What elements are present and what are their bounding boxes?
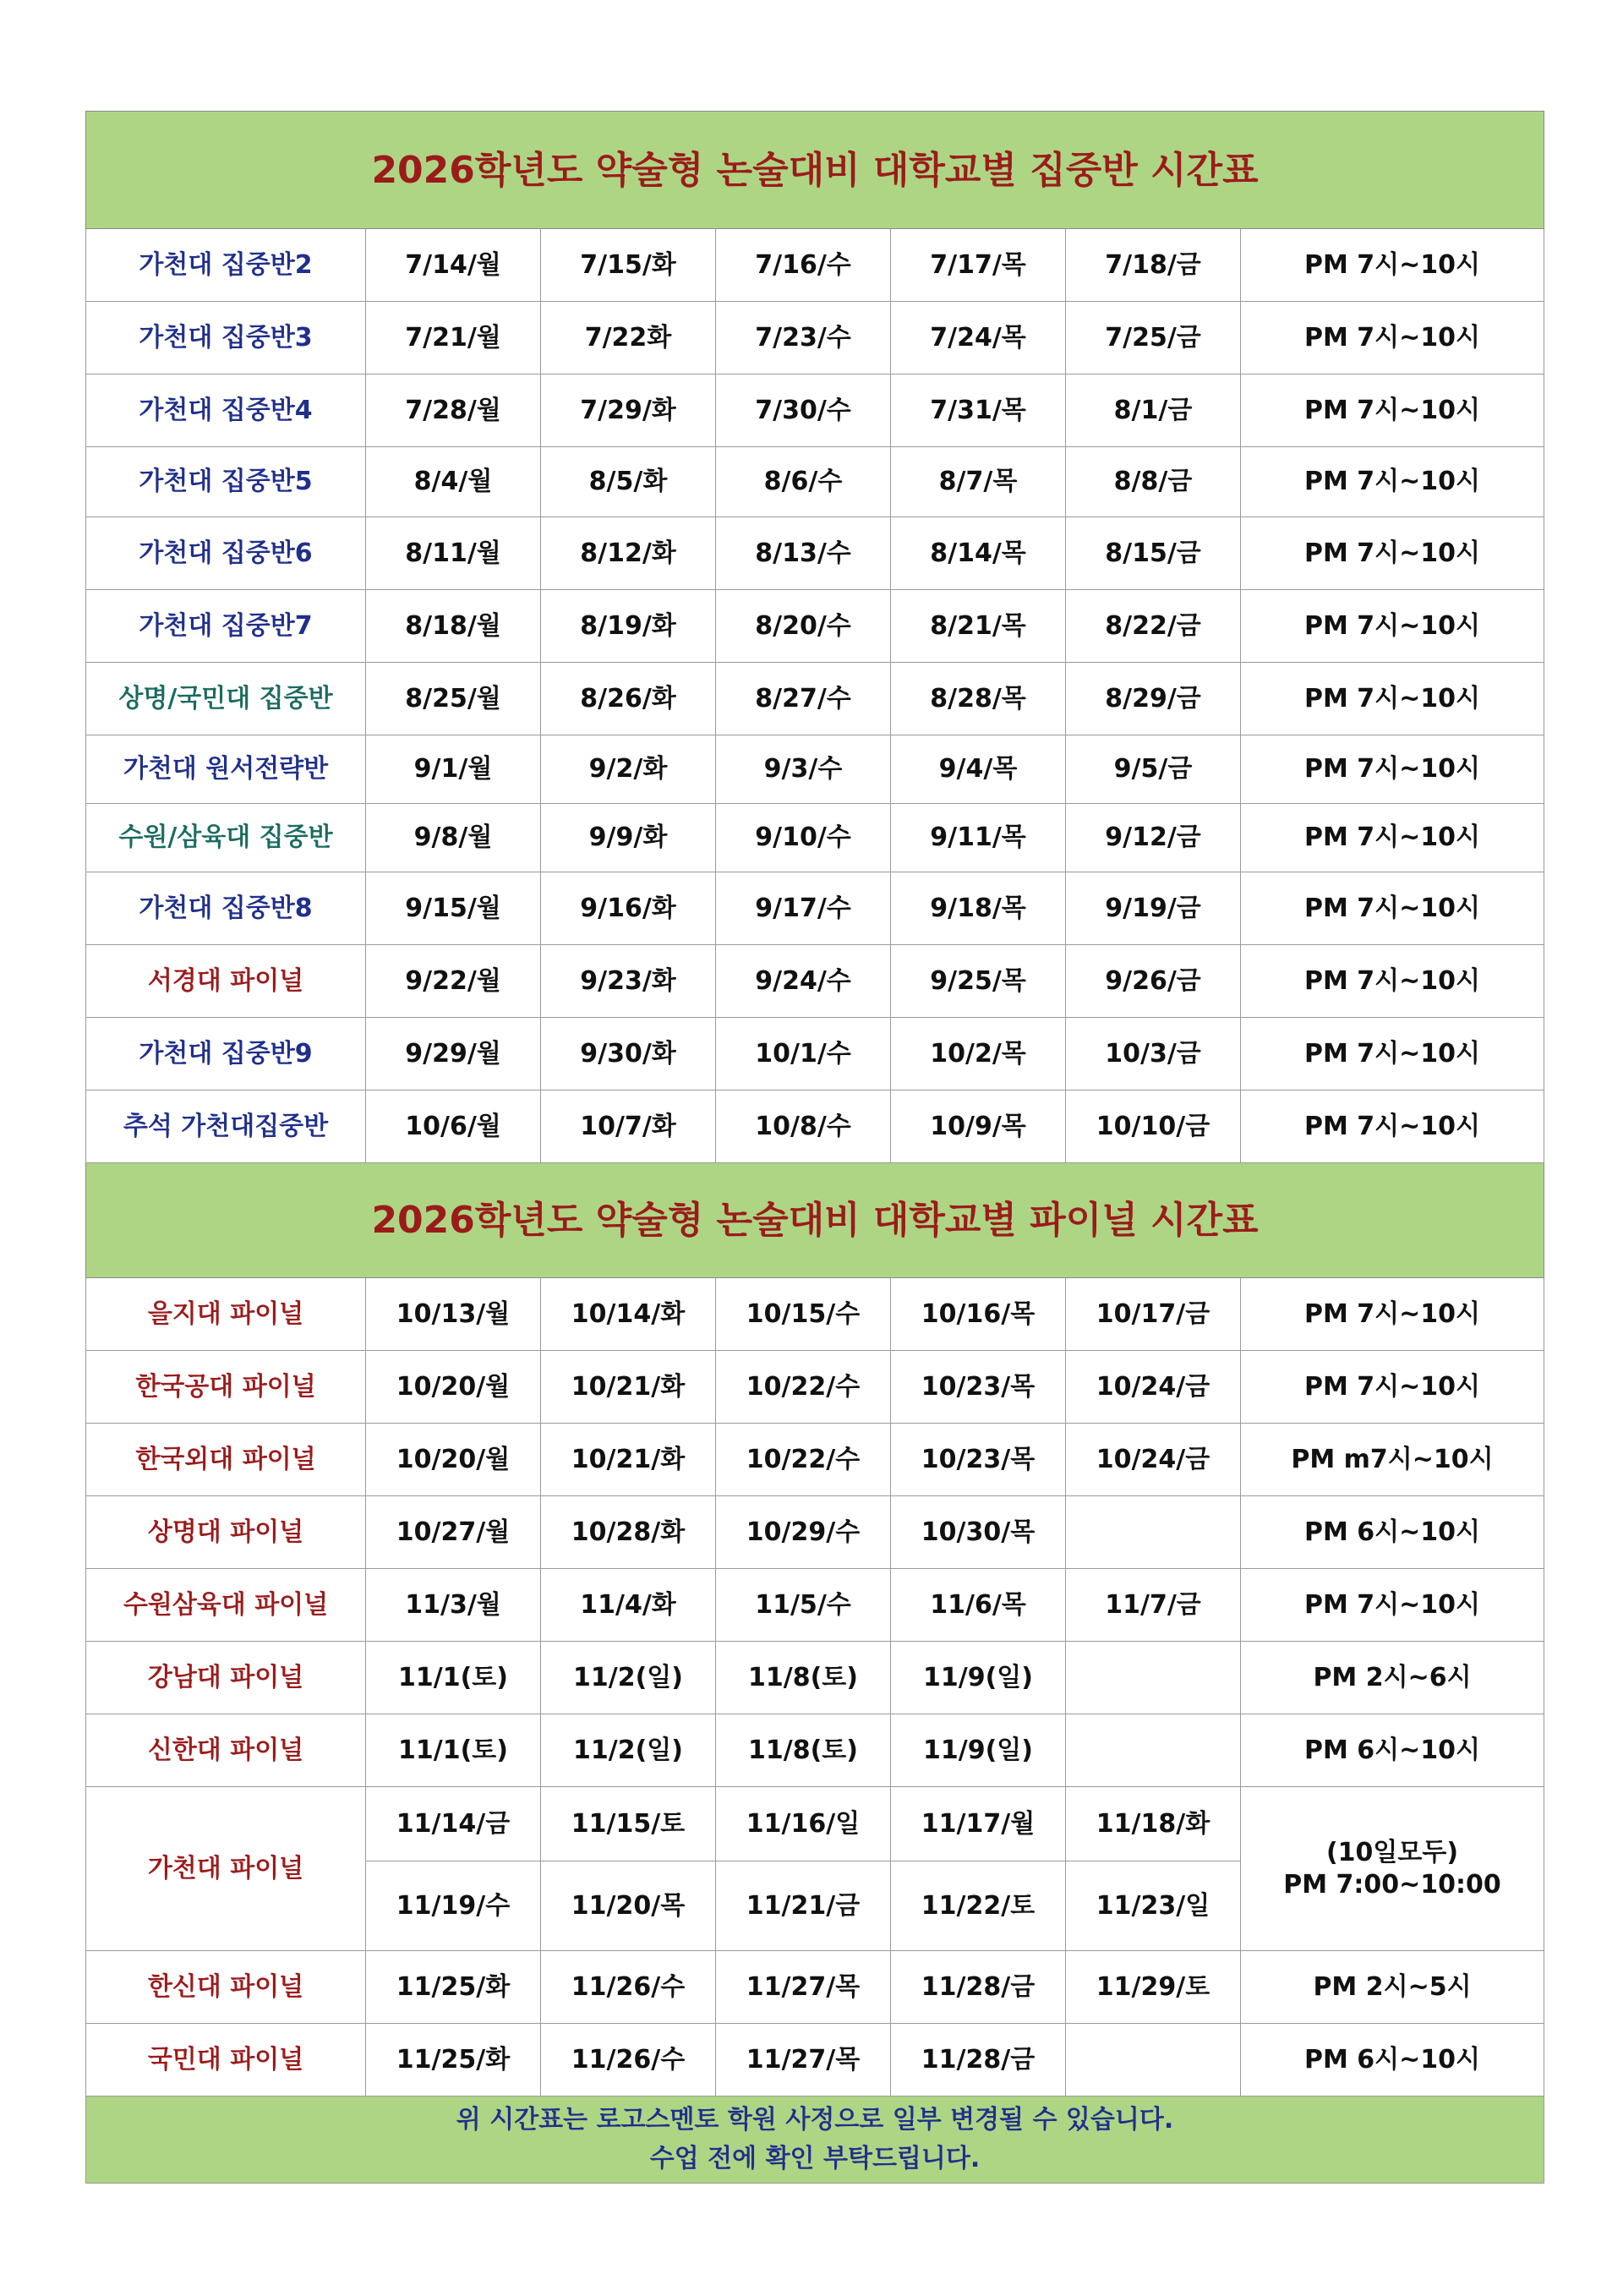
schedule-table [85, 111, 1544, 2184]
date-cell: 8/19/화 [541, 590, 716, 663]
schedule-row [86, 1714, 1544, 1787]
date-cell: 10/16/목 [891, 1278, 1066, 1351]
date-cell: 10/14/화 [541, 1278, 716, 1351]
date-cell: 9/1/월 [366, 735, 541, 804]
time-cell: PM 7시~10시 [1241, 804, 1544, 872]
schedule-row [86, 1018, 1544, 1091]
title-row-final [86, 1163, 1544, 1278]
date-cell: 10/17/금 [1066, 1278, 1241, 1351]
date-cell: 10/10/금 [1066, 1091, 1241, 1163]
time-cell: PM 7시~10시 [1241, 302, 1544, 374]
date-cell: 8/13/수 [716, 517, 891, 590]
date-cell: 10/2/목 [891, 1018, 1066, 1091]
schedule-row [86, 1351, 1544, 1424]
date-cell: 11/27/목 [716, 1951, 891, 2024]
date-cell: 10/24/금 [1066, 1424, 1241, 1496]
time-cell [1241, 1787, 1544, 1951]
time-note: (10일모두) [1325, 1838, 1459, 1867]
time-cell: PM 7시~10시 [1241, 447, 1544, 517]
date-cell: 10/1/수 [716, 1018, 891, 1091]
time-cell: PM 7시~10시 [1241, 1569, 1544, 1642]
time-cell: PM 7시~10시 [1241, 1091, 1544, 1163]
date-cell: 8/12/화 [541, 517, 716, 590]
date-cell: 11/28/금 [891, 2024, 1066, 2096]
class-name: 상명/국민대 집중반 [86, 663, 366, 735]
class-name: 추석 가천대집중반 [86, 1091, 366, 1163]
date-cell: 8/28/목 [891, 663, 1066, 735]
title-intensive: 2026학년도 약술형 논술대비 대학교별 집중반 시간표 [86, 112, 1544, 229]
date-cell: 9/9/화 [541, 804, 716, 872]
date-cell: 9/5/금 [1066, 735, 1241, 804]
date-cell: 8/5/화 [541, 447, 716, 517]
date-cell: 9/25/목 [891, 945, 1066, 1018]
class-name: 가천대 집중반9 [86, 1018, 366, 1091]
date-cell: 8/11/월 [366, 517, 541, 590]
schedule-row [86, 804, 1544, 872]
date-cell: 11/3/월 [366, 1569, 541, 1642]
time-cell: PM 7시~10시 [1241, 945, 1544, 1018]
date-cell: 7/22화 [541, 302, 716, 374]
date-cell: 10/24/금 [1066, 1351, 1241, 1424]
time-cell: PM 7시~10시 [1241, 374, 1544, 447]
time-cell: PM 7시~10시 [1241, 590, 1544, 663]
date-cell: 10/29/수 [716, 1496, 891, 1569]
date-cell: 9/4/목 [891, 735, 1066, 804]
class-name: 가천대 집중반2 [86, 229, 366, 302]
date-cell: 8/27/수 [716, 663, 891, 735]
date-cell: 10/13/월 [366, 1278, 541, 1351]
time-cell: PM 6시~10시 [1241, 2024, 1544, 2096]
time-cell: PM 7시~10시 [1241, 1351, 1544, 1424]
schedule-row [86, 735, 1544, 804]
time-cell: PM 7시~10시 [1241, 735, 1544, 804]
date-cell: 11/4/화 [541, 1569, 716, 1642]
class-name: 가천대 집중반8 [86, 872, 366, 945]
class-name: 가천대 집중반4 [86, 374, 366, 447]
date-cell: 9/11/목 [891, 804, 1066, 872]
date-cell: 8/20/수 [716, 590, 891, 663]
date-cell: 8/15/금 [1066, 517, 1241, 590]
date-cell: 8/29/금 [1066, 663, 1241, 735]
date-cell: 9/26/금 [1066, 945, 1241, 1018]
class-name: 가천대 원서전략반 [86, 735, 366, 804]
schedule-row [86, 374, 1544, 447]
schedule-row [86, 590, 1544, 663]
date-cell: 11/5/수 [716, 1569, 891, 1642]
date-cell: 11/15/토 [541, 1787, 716, 1861]
date-cell: 11/17/월 [891, 1787, 1066, 1861]
class-name: 가천대 집중반5 [86, 447, 366, 517]
date-cell: 8/26/화 [541, 663, 716, 735]
class-name: 신한대 파이널 [86, 1714, 366, 1787]
date-cell: 10/23/목 [891, 1424, 1066, 1496]
date-cell: 8/8/금 [1066, 447, 1241, 517]
date-cell: 8/4/월 [366, 447, 541, 517]
date-cell: 7/24/목 [891, 302, 1066, 374]
date-cell: 9/23/화 [541, 945, 716, 1018]
schedule-row [86, 945, 1544, 1018]
date-cell: 10/20/월 [366, 1351, 541, 1424]
class-name: 가천대 집중반7 [86, 590, 366, 663]
time-cell: PM 6시~10시 [1241, 1714, 1544, 1787]
date-cell: 8/14/목 [891, 517, 1066, 590]
date-cell: 11/25/화 [366, 2024, 541, 2096]
date-cell: 10/9/목 [891, 1091, 1066, 1163]
date-cell: 7/14/월 [366, 229, 541, 302]
schedule-row [86, 1787, 1544, 1861]
date-cell: 7/23/수 [716, 302, 891, 374]
date-cell: 9/3/수 [716, 735, 891, 804]
date-cell: 11/22/토 [891, 1861, 1066, 1951]
date-cell: 9/2/화 [541, 735, 716, 804]
class-name: 가천대 파이널 [86, 1787, 366, 1951]
date-cell: 11/26/수 [541, 2024, 716, 2096]
date-cell: 10/3/금 [1066, 1018, 1241, 1091]
date-cell: 9/15/월 [366, 872, 541, 945]
date-cell: 8/7/목 [891, 447, 1066, 517]
date-cell: 11/9(일) [891, 1642, 1066, 1714]
date-cell: 11/23/일 [1066, 1861, 1241, 1951]
schedule-row [86, 1278, 1544, 1351]
schedule-row [86, 1951, 1544, 2024]
date-cell: 8/1/금 [1066, 374, 1241, 447]
date-cell: 11/2(일) [541, 1714, 716, 1787]
date-cell: 11/2(일) [541, 1642, 716, 1714]
date-cell: 11/20/목 [541, 1861, 716, 1951]
date-cell: 9/12/금 [1066, 804, 1241, 872]
schedule-row [86, 872, 1544, 945]
footer-line-1: 위 시간표는 로고스멘토 학원 사정으로 일부 변경될 수 있습니다. [456, 2104, 1174, 2135]
date-cell: 7/16/수 [716, 229, 891, 302]
class-name: 을지대 파이널 [86, 1278, 366, 1351]
date-cell: 11/9(일) [891, 1714, 1066, 1787]
class-name: 국민대 파이널 [86, 2024, 366, 2096]
date-cell: 10/21/화 [541, 1424, 716, 1496]
time-cell: PM 6시~10시 [1241, 1496, 1544, 1569]
class-name: 가천대 집중반3 [86, 302, 366, 374]
date-cell: 10/27/월 [366, 1496, 541, 1569]
time-cell: PM 7시~10시 [1241, 229, 1544, 302]
date-cell: 11/8(토) [716, 1642, 891, 1714]
date-cell [1066, 2024, 1241, 2096]
date-cell: 10/22/수 [716, 1424, 891, 1496]
date-cell: 11/29/토 [1066, 1951, 1241, 2024]
date-cell: 9/10/수 [716, 804, 891, 872]
schedule-row [86, 1424, 1544, 1496]
date-cell: 7/30/수 [716, 374, 891, 447]
date-cell [1066, 1642, 1241, 1714]
schedule-row [86, 302, 1544, 374]
date-cell: 9/18/목 [891, 872, 1066, 945]
date-cell: 10/21/화 [541, 1351, 716, 1424]
date-cell: 11/6/목 [891, 1569, 1066, 1642]
date-cell: 9/16/화 [541, 872, 716, 945]
footer-note [86, 2096, 1544, 2184]
date-cell: 11/26/수 [541, 1951, 716, 2024]
date-cell: 7/31/목 [891, 374, 1066, 447]
time-cell: PM 7시~10시 [1241, 872, 1544, 945]
date-cell: 11/25/화 [366, 1951, 541, 2024]
time-cell: PM 7시~10시 [1241, 1278, 1544, 1351]
class-name: 서경대 파이널 [86, 945, 366, 1018]
date-cell: 9/24/수 [716, 945, 891, 1018]
schedule-row [86, 229, 1544, 302]
schedule-row [86, 1642, 1544, 1714]
class-name: 수원/삼육대 집중반 [86, 804, 366, 872]
time-cell: PM 2시~5시 [1241, 1951, 1544, 2024]
date-cell: 7/17/목 [891, 229, 1066, 302]
date-cell: 10/15/수 [716, 1278, 891, 1351]
time-cell: PM 7시~10시 [1241, 517, 1544, 590]
date-cell: 7/29/화 [541, 374, 716, 447]
footer-line-2: 수업 전에 확인 부탁드립니다. [649, 2144, 981, 2173]
schedule-row [86, 663, 1544, 735]
title-row-intensive [86, 112, 1544, 229]
date-cell: 8/21/목 [891, 590, 1066, 663]
date-cell: 11/28/금 [891, 1951, 1066, 2024]
schedule-row [86, 1496, 1544, 1569]
time-cell: PM m7시~10시 [1241, 1424, 1544, 1496]
schedule-row [86, 517, 1544, 590]
date-cell: 11/14/금 [366, 1787, 541, 1861]
time-cell: PM 7시~10시 [1241, 663, 1544, 735]
schedule-row [86, 1569, 1544, 1642]
title-final: 2026학년도 약술형 논술대비 대학교별 파이널 시간표 [86, 1163, 1544, 1278]
date-cell: 8/22/금 [1066, 590, 1241, 663]
schedule-row [86, 447, 1544, 517]
class-name: 강남대 파이널 [86, 1642, 366, 1714]
date-cell: 7/21/월 [366, 302, 541, 374]
date-cell: 9/17/수 [716, 872, 891, 945]
date-cell: 9/8/월 [366, 804, 541, 872]
date-cell [1066, 1714, 1241, 1787]
date-cell: 11/1(토) [366, 1714, 541, 1787]
date-cell: 9/22/월 [366, 945, 541, 1018]
class-name: 한국외대 파이널 [86, 1424, 366, 1496]
date-cell: 9/19/금 [1066, 872, 1241, 945]
date-cell: 10/7/화 [541, 1091, 716, 1163]
date-cell [1066, 1496, 1241, 1569]
footer-row [86, 2096, 1544, 2184]
date-cell: 10/22/수 [716, 1351, 891, 1424]
date-cell: 10/28/화 [541, 1496, 716, 1569]
class-name: 한신대 파이널 [86, 1951, 366, 2024]
date-cell: 8/25/월 [366, 663, 541, 735]
date-cell: 7/15/화 [541, 229, 716, 302]
schedule-row [86, 2024, 1544, 2096]
date-cell: 10/8/수 [716, 1091, 891, 1163]
time-cell: PM 7시~10시 [1241, 1018, 1544, 1091]
class-name: 가천대 집중반6 [86, 517, 366, 590]
date-cell: 10/6/월 [366, 1091, 541, 1163]
schedule-row [86, 1091, 1544, 1163]
time-range: PM 7:00~10:00 [1283, 1869, 1501, 1900]
date-cell: 7/18/금 [1066, 229, 1241, 302]
date-cell: 11/19/수 [366, 1861, 541, 1951]
date-cell: 7/28/월 [366, 374, 541, 447]
date-cell: 11/1(토) [366, 1642, 541, 1714]
date-cell: 11/18/화 [1066, 1787, 1241, 1861]
date-cell: 11/16/일 [716, 1787, 891, 1861]
time-cell: PM 2시~6시 [1241, 1642, 1544, 1714]
date-cell: 9/30/화 [541, 1018, 716, 1091]
date-cell: 9/29/월 [366, 1018, 541, 1091]
date-cell: 8/6/수 [716, 447, 891, 517]
date-cell: 10/30/목 [891, 1496, 1066, 1569]
date-cell: 10/23/목 [891, 1351, 1066, 1424]
class-name: 한국공대 파이널 [86, 1351, 366, 1424]
date-cell: 11/27/목 [716, 2024, 891, 2096]
date-cell: 11/21/금 [716, 1861, 891, 1951]
date-cell: 11/8(토) [716, 1714, 891, 1787]
date-cell: 7/25/금 [1066, 302, 1241, 374]
date-cell: 11/7/금 [1066, 1569, 1241, 1642]
date-cell: 8/18/월 [366, 590, 541, 663]
class-name: 수원삼육대 파이널 [86, 1569, 366, 1642]
class-name: 상명대 파이널 [86, 1496, 366, 1569]
date-cell: 10/20/월 [366, 1424, 541, 1496]
